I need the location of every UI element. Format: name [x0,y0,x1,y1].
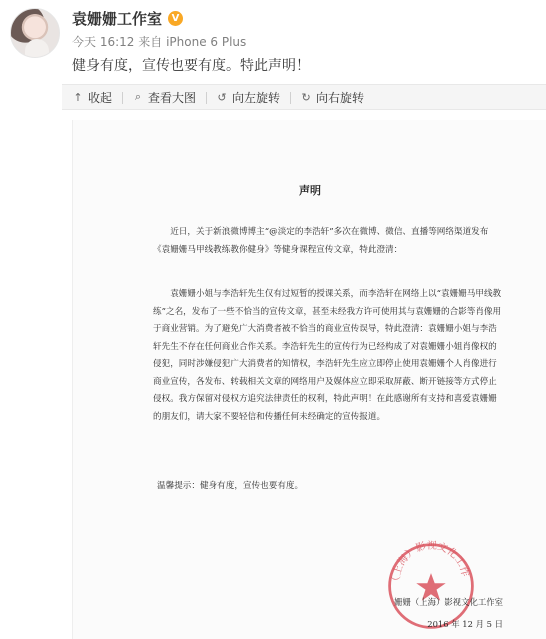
document-signature: 姗姗（上海）影视文化工作室 [394,597,503,607]
author-name[interactable]: 袁姗姗工作室 [72,10,163,28]
rotate-right-button[interactable] [290,85,374,109]
document-date: 2016 年 12 月 5 日 [427,619,503,629]
view-large-label: 查看大图 [148,90,197,105]
image-toolbar [62,84,546,110]
zoom-icon: ⌕ [134,90,142,103]
post-header [0,0,546,90]
post-meta [72,33,246,50]
view-large-button[interactable] [122,85,206,109]
collapse-button[interactable] [62,85,122,109]
document-title: 声明 [299,184,321,197]
post-source[interactable]: iPhone 6 Plus [166,35,247,49]
verified-badge-icon: V [168,11,183,26]
post-text: 健身有度，宣传也要有度。特此声明！ [72,58,310,74]
document-paragraph-1: 近日，关于新浪微博博主“@淡定的李浩轩”多次在微博、微信、直播等网络渠道发布《袁姗姗马甲线教练教你健身》等健身课程宣传文章，特此澄清： [153,227,489,255]
rotate-left-icon: ↺ [217,90,227,104]
rotate-right-label: 向右旋转 [316,90,365,105]
source-prefix: 来自 [138,35,163,49]
rotate-left-button[interactable] [206,85,290,109]
collapse-label: 收起 [88,90,113,105]
author-name-row [72,8,183,29]
document-paragraph-3: 温馨提示：健身有度，宣传也要有度。 [157,481,304,491]
author-avatar[interactable] [10,8,60,58]
rotate-left-label: 向左旋转 [232,90,281,105]
rotate-right-icon: ↻ [301,90,311,104]
statement-document [73,120,546,639]
post-time[interactable]: 今天 16:12 [72,35,135,49]
post-image[interactable] [72,120,546,639]
document-paragraph-2: 袁姗姗小姐与李浩轩先生仅有过短暂的授课关系，而李浩轩在网络上以“袁姗姗马甲线教练”之名，发布了一些不恰当的宣传文章，甚至未经我方许可使用其与袁姗姗的合影等肖像用于商业营销。为了避免广大消费者被不恰当的商业宣传误导，特此澄清：袁姗姗小姐与李浩轩先生不存在任何商业合作关系。李浩轩先生的宣传行为已经构成了对袁姗姗小姐肖像权的侵犯，同时涉嫌侵犯广大消费者的知情权，李浩轩先生应立即停止使用袁姗姗个人肖像进行商业宣传，各发布、转载相关文章的网络用户及媒体应立即采取屏蔽、断开链接等方式停止侵权。我方保留对侵权方追究法律责任的权利，特此声明！在此感谢所有支持和喜爱袁姗姗的朋友们，请大家不要轻信和传播任何未经确定的宣传报道。 [153,289,502,422]
collapse-arrow-icon: ↑ [73,90,83,104]
seal-text: （上海）影视文化工作 [391,540,471,587]
